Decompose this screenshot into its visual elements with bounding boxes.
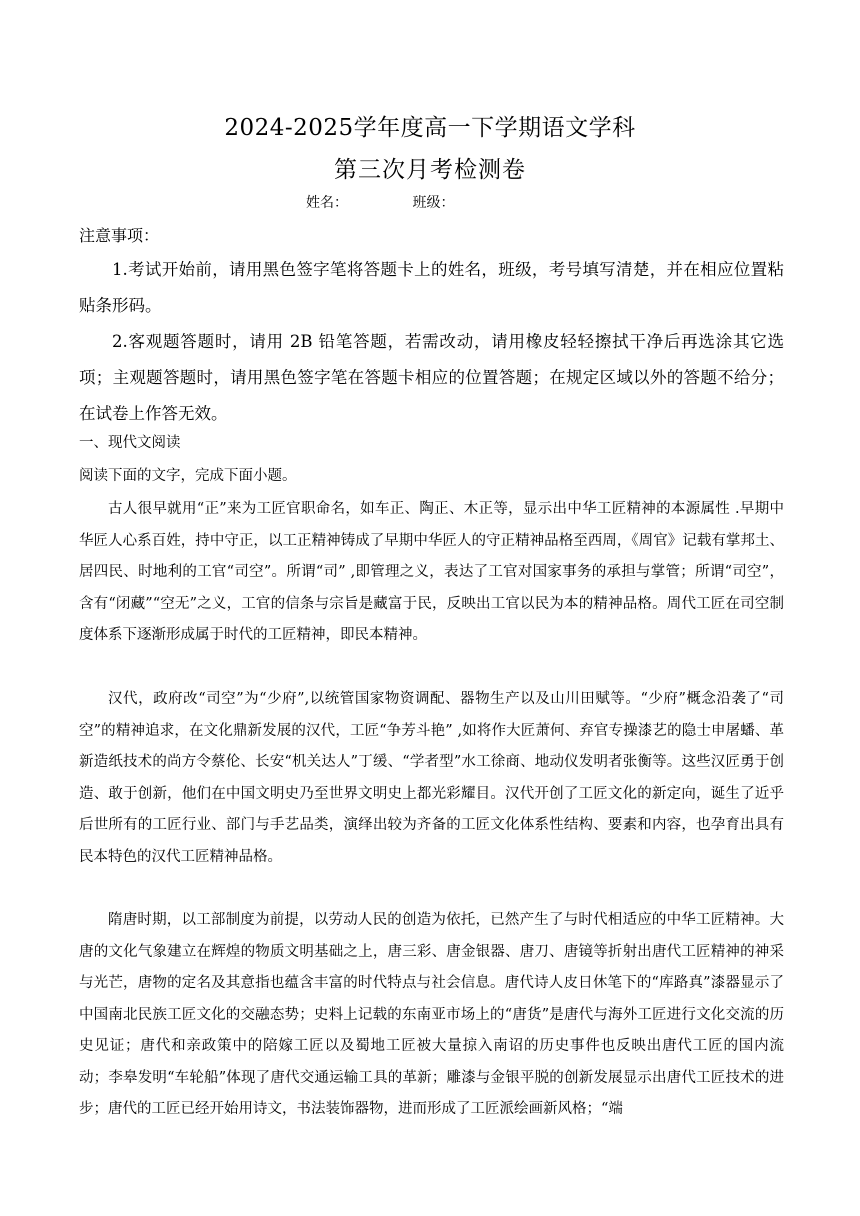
note-item-1: 1.考试开始前，请用黑色签字笔将答题卡上的姓名，班级，考号填写清楚，并在相应位置粘贴条形码。 — [79, 260, 784, 315]
passage-paragraph-1: 古人很早就用“正”来为工匠官职命名，如车正、陶正、木正等，显示出中华工匠精神的本源属性 .早期中华匠人心系百姓，持中守正，以工正精神铸成了早期中华匠人的守正精神品格至西周，《周官》记载有掌邦土、居四民、时地利的工官“司空”。所谓“司” ,即管理之义，表达了工官对国家事务的承担与掌管；所谓“司空”，含有“闭藏”“空无”之义，工官的信条与宗旨是藏富于民，反映出工官以民为本的精神品格。周代工匠在司空制度体系下逐渐形成属于时代的工匠精神，即民本精神。 — [79, 501, 784, 643]
exam-title: 2024-2025学年度高一下学期语文学科 — [224, 115, 636, 141]
section-heading: 一、现代文阅读 — [79, 435, 181, 451]
name-label: 姓名： — [306, 195, 348, 211]
exam-subtitle: 第三次月考检测卷 — [334, 157, 526, 183]
passage-paragraph-3: 隋唐时期，以工部制度为前提，以劳动人民的创造为依托，已然产生了与时代相适应的中华工匠精神。大唐的文化气象建立在辉煌的物质文明基础之上，唐三彩、唐金银器、唐刀、唐镜等折射出唐代工匠精神的神采与光芒，唐物的定名及其意指也蕴含丰富的时代特点与社会信息。唐代诗人皮日休笔下的“库路真”漆器显示了中国南北民族工匠文化的交融态势；史料上记载的东南亚市场上的“唐货”是唐代与海外工匠进行文化交流的历史见证；唐代和亲政策中的陪嫁工匠以及蜀地工匠被大量掠入南诏的历史事件也反映出唐代工匠的国内流 动；李皋发明“车轮船”体现了唐代交通运输工具的革新；雕漆与金银平脱的创新发展显示出唐代工匠技术的进步；唐代的工匠已经开始用诗文，书法装饰器物，进而形成了工匠派绘画新风格；“端 — [79, 912, 799, 1117]
class-label: 班级： — [412, 195, 455, 211]
notes-heading: 注意事项： — [79, 226, 160, 245]
passage-paragraph-2: 汉代，政府改“司空”为“少府”,以统管国家物资调配、器物生产以及山川田赋等。“少府”概念沿袭了“司空”的精神追求，在文化鼎新发展的汉代，工匠“争芳斗艳” ,如将作大匠萧何、弃官专操漆艺的隐士申屠蟠、革新造纸技术的尚方令蔡伦、长安“机关达人”丁缓、“学者型”水工徐商、地动仪发明者张衡等。这些汉匠勇于创造、敢于创新，他们在中国文明史乃至世界文明史上都光彩耀目。汉代开创了工匠文化的新定向，诞生了近乎后世所有的工匠行业、部门与手艺品类，演绎出较为齐备的工匠文化体系性结构、要素和内容，也孕育出具有民本特色的汉代工匠精神品格。 — [79, 691, 784, 865]
student-info-line — [306, 192, 454, 214]
note-item-2: 2.客观题答题时，请用 2B 铅笔答题，若需改动，请用橡皮轻轻擦拭干净后再选涂其它选项；主观题答题时，请用黑色签字笔在答题卡相应的位置答题；在规定区域以外的答题不给分；在试卷上作答无效。 — [79, 332, 784, 423]
reading-instruction: 阅读下面的文字，完成下面小题。 — [79, 468, 297, 484]
